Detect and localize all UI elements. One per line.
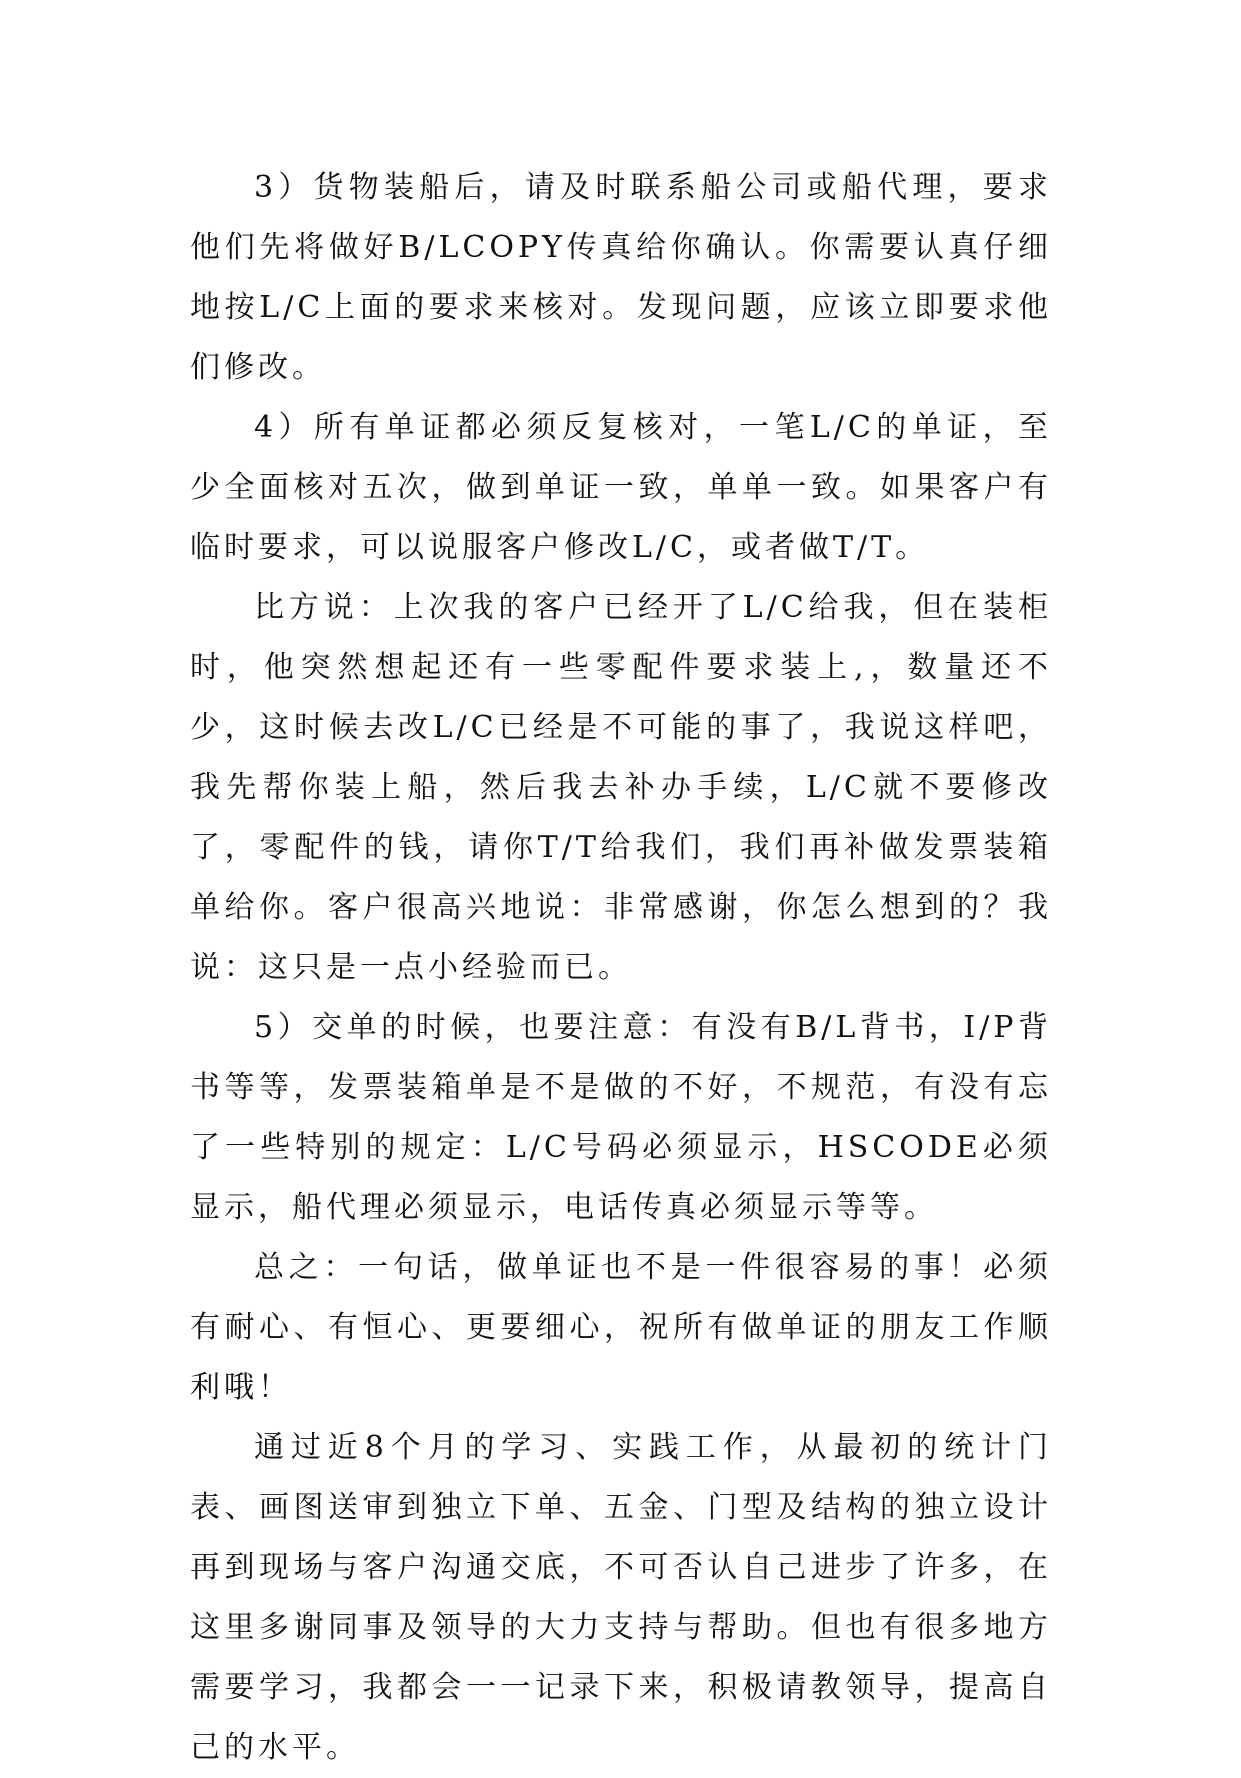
- document-body: [190, 158, 1052, 1778]
- paragraph-item-4: 4）所有单证都必须反复核对，一笔L/C的单证，至少全面核对五次，做到单证一致，单单一致。如果客户有临时要求，可以说服客户修改L/C，或者做T/T。: [190, 410, 1052, 565]
- paragraph-item-5: 5）交单的时候，也要注意：有没有B/L背书，I/P背书等等，发票装箱单是不是做的不好，不规范，有没有忘了一些特别的规定：L/C号码必须显示，HSCODE必须显示，船代理必须显示，电话传真必须显示等等。: [190, 1010, 1052, 1225]
- paragraph-reflection: 通过近8个月的学习、实践工作，从最初的统计门表、画图送审到独立下单、五金、门型及结构的独立设计再到现场与客户沟通交底，不可否认自己进步了许多，在这里多谢同事及领导的大力支持与帮助。但也有很多地方需要学习，我都会一一记录下来，积极请教领导，提高自己的水平。: [190, 1430, 1052, 1765]
- paragraph-example: 比方说：上次我的客户已经开了L/C给我，但在装柜时，他突然想起还有一些零配件要求装上,，数量还不少，这时候去改L/C已经是不可能的事了，我说这样吧，我先帮你装上船，然后我去补办手续，L/C就不要修改了，零配件的钱，请你T/T给我们，我们再补做发票装箱单给你。客户很高兴地说：非常感谢，你怎么想到的？我说：这只是一点小经验而已。: [190, 590, 1052, 985]
- paragraph-summary: 总之：一句话，做单证也不是一件很容易的事！必须有耐心、有恒心、更要细心，祝所有做单证的朋友工作顺利哦！: [190, 1250, 1052, 1405]
- paragraph-item-3: 3）货物装船后，请及时联系船公司或船代理，要求他们先将做好B/LCOPY传真给你确认。你需要认真仔细地按L/C上面的要求来核对。发现问题，应该立即要求他们修改。: [190, 170, 1052, 385]
